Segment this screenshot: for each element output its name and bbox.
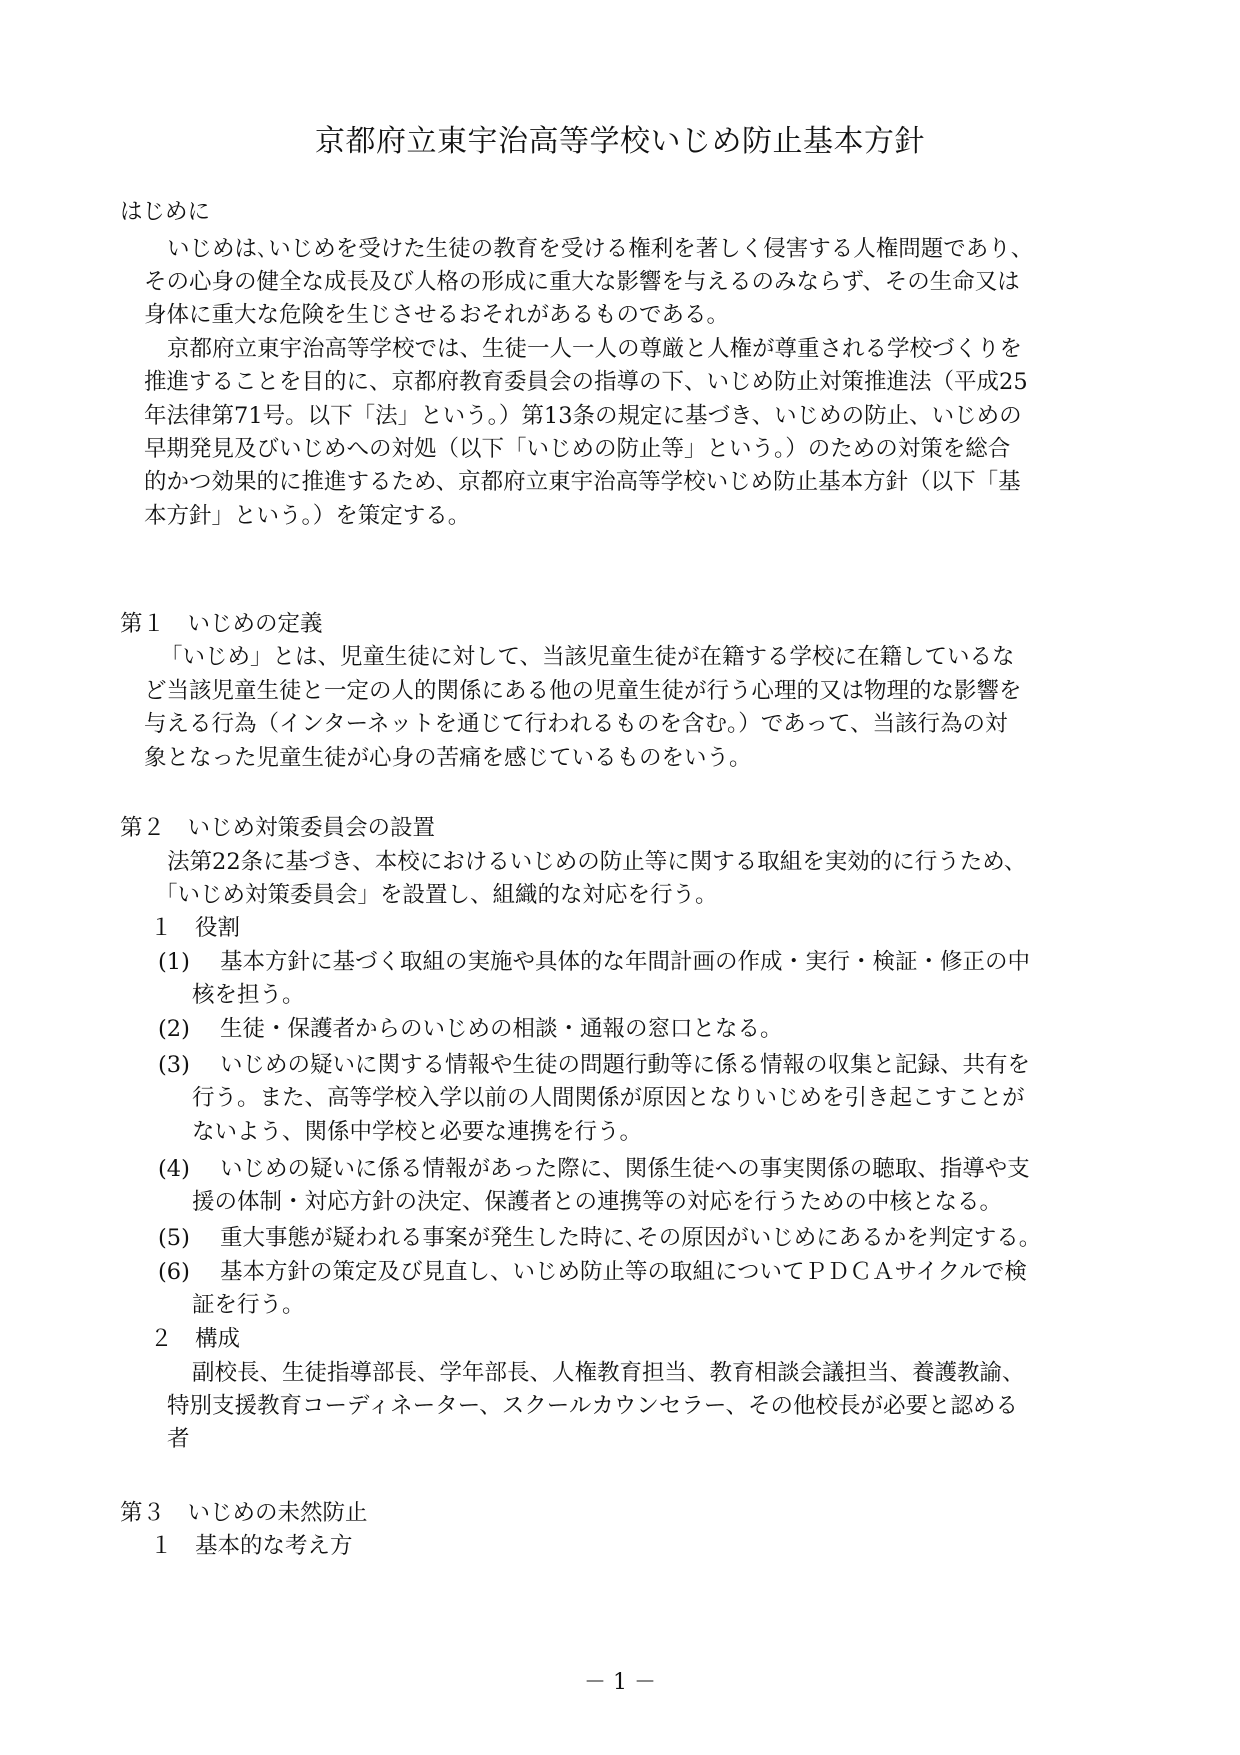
intro-line: 推進することを目的に、京都府教育委員会の指導の下、いじめ防止対策推進法（平成25	[144, 369, 1028, 395]
section1-line: 「いじめ」とは、児童生徒に対して、当該児童生徒が在籍する学校に在籍しているな	[160, 644, 1015, 670]
intro-line: 早期発見及びいじめへの対処（以下「いじめの防止等」という。）のための対策を総合	[144, 436, 1011, 462]
composition-line: 特別支援教育コーディネーター、スクールカウンセラー、その他校長が必要と認める	[167, 1393, 1018, 1419]
section3-sub-label: １ 基本的な考え方	[150, 1533, 353, 1559]
section1-heading: 第１ いじめの定義	[120, 611, 323, 637]
intro-line: 的かつ効果的に推進するため、京都府立東宇治高等学校いじめ防止基本方針（以下「基	[144, 469, 1021, 495]
composition-line: 者	[167, 1426, 190, 1452]
role-item-number: (1)	[158, 949, 190, 975]
role-item-text: 援の体制・対応方針の決定、保護者との連携等の対応を行うための中核となる。	[192, 1189, 1003, 1215]
section2-sub-label-composition: ２ 構成	[150, 1326, 241, 1352]
role-item-text: いじめの疑いに関する情報や生徒の問題行動等に係る情報の収集と記録、共有を	[220, 1052, 1031, 1078]
section1-line: ど当該児童生徒と一定の人的関係にある他の児童生徒が行う心理的又は物理的な影響を	[144, 678, 1022, 704]
page-number: － 1 －	[584, 1670, 656, 1695]
intro-heading: はじめに	[120, 199, 211, 225]
role-item-text: いじめの疑いに係る情報があった際に、関係生徒への事実関係の聴取、指導や支	[220, 1156, 1030, 1182]
role-item-number: (6)	[158, 1259, 190, 1285]
role-item-text: 証を行う。	[192, 1292, 305, 1318]
role-item-number: (4)	[158, 1156, 190, 1182]
intro-line: 京都府立東宇治高等学校では、生徒一人一人の尊厳と人権が尊重される学校づくりを	[167, 336, 1023, 362]
section1-line: 象となった児童生徒が心身の苦痛を感じているものをいう。	[144, 745, 752, 771]
composition-line: 副校長、生徒指導部長、学年部長、人権教育担当、教育相談会議担当、養護教諭、	[192, 1360, 1025, 1386]
intro-line: その心身の健全な成長及び人格の形成に重大な影響を与えるのみならず、その生命又は	[144, 269, 1020, 295]
role-item-text: 基本方針に基づく取組の実施や具体的な年間計画の作成・実行・検証・修正の中	[220, 949, 1031, 975]
intro-line: いじめは､いじめを受けた生徒の教育を受ける権利を著しく侵害する人権問題であり、	[167, 236, 1034, 262]
intro-line: 身体に重大な危険を生じさせるおそれがあるものである。	[144, 302, 730, 328]
role-item-text: 核を担う。	[192, 982, 305, 1008]
section2-heading: 第２ いじめ対策委員会の設置	[120, 815, 436, 841]
section1-line: 与える行為（インターネットを通じて行われるものを含む｡）であって、当該行為の対	[144, 711, 1008, 737]
section3-heading: 第３ いじめの未然防止	[120, 1500, 368, 1526]
role-item-text: 生徒・保護者からのいじめの相談・通報の窓口となる。	[220, 1016, 783, 1042]
section2-line: 法第22条に基づき、本校におけるいじめの防止等に関する取組を実効的に行うため、	[167, 849, 1027, 875]
intro-line: 年法律第71号。以下「法」という。）第13条の規定に基づき、いじめの防止、いじめの	[144, 403, 1022, 429]
role-item-text: 行う。また、高等学校入学以前の人間関係が原因となりいじめを引き起こすことが	[192, 1085, 1025, 1111]
role-item-number: (3)	[158, 1052, 190, 1078]
intro-line: 本方針」という。）を策定する。	[144, 503, 471, 529]
role-item-text: ないよう、関係中学校と必要な連携を行う。	[192, 1119, 643, 1145]
role-item-text: 基本方針の策定及び見直し、いじめ防止等の取組についてＰＤＣＡサイクルで検	[220, 1259, 1027, 1285]
role-item-text: 重大事態が疑われる事案が発生した時に､その原因がいじめにあるかを判定する。	[220, 1225, 1042, 1251]
role-item-number: (5)	[158, 1225, 190, 1251]
document-title: 京都府立東宇治高等学校いじめ防止基本方針	[315, 124, 925, 159]
section2-line: 「いじめ対策委員会」を設置し、組織的な対応を行う。	[155, 882, 718, 908]
section2-sub-label-role: １ 役割	[150, 915, 241, 941]
role-item-number: (2)	[158, 1016, 190, 1042]
